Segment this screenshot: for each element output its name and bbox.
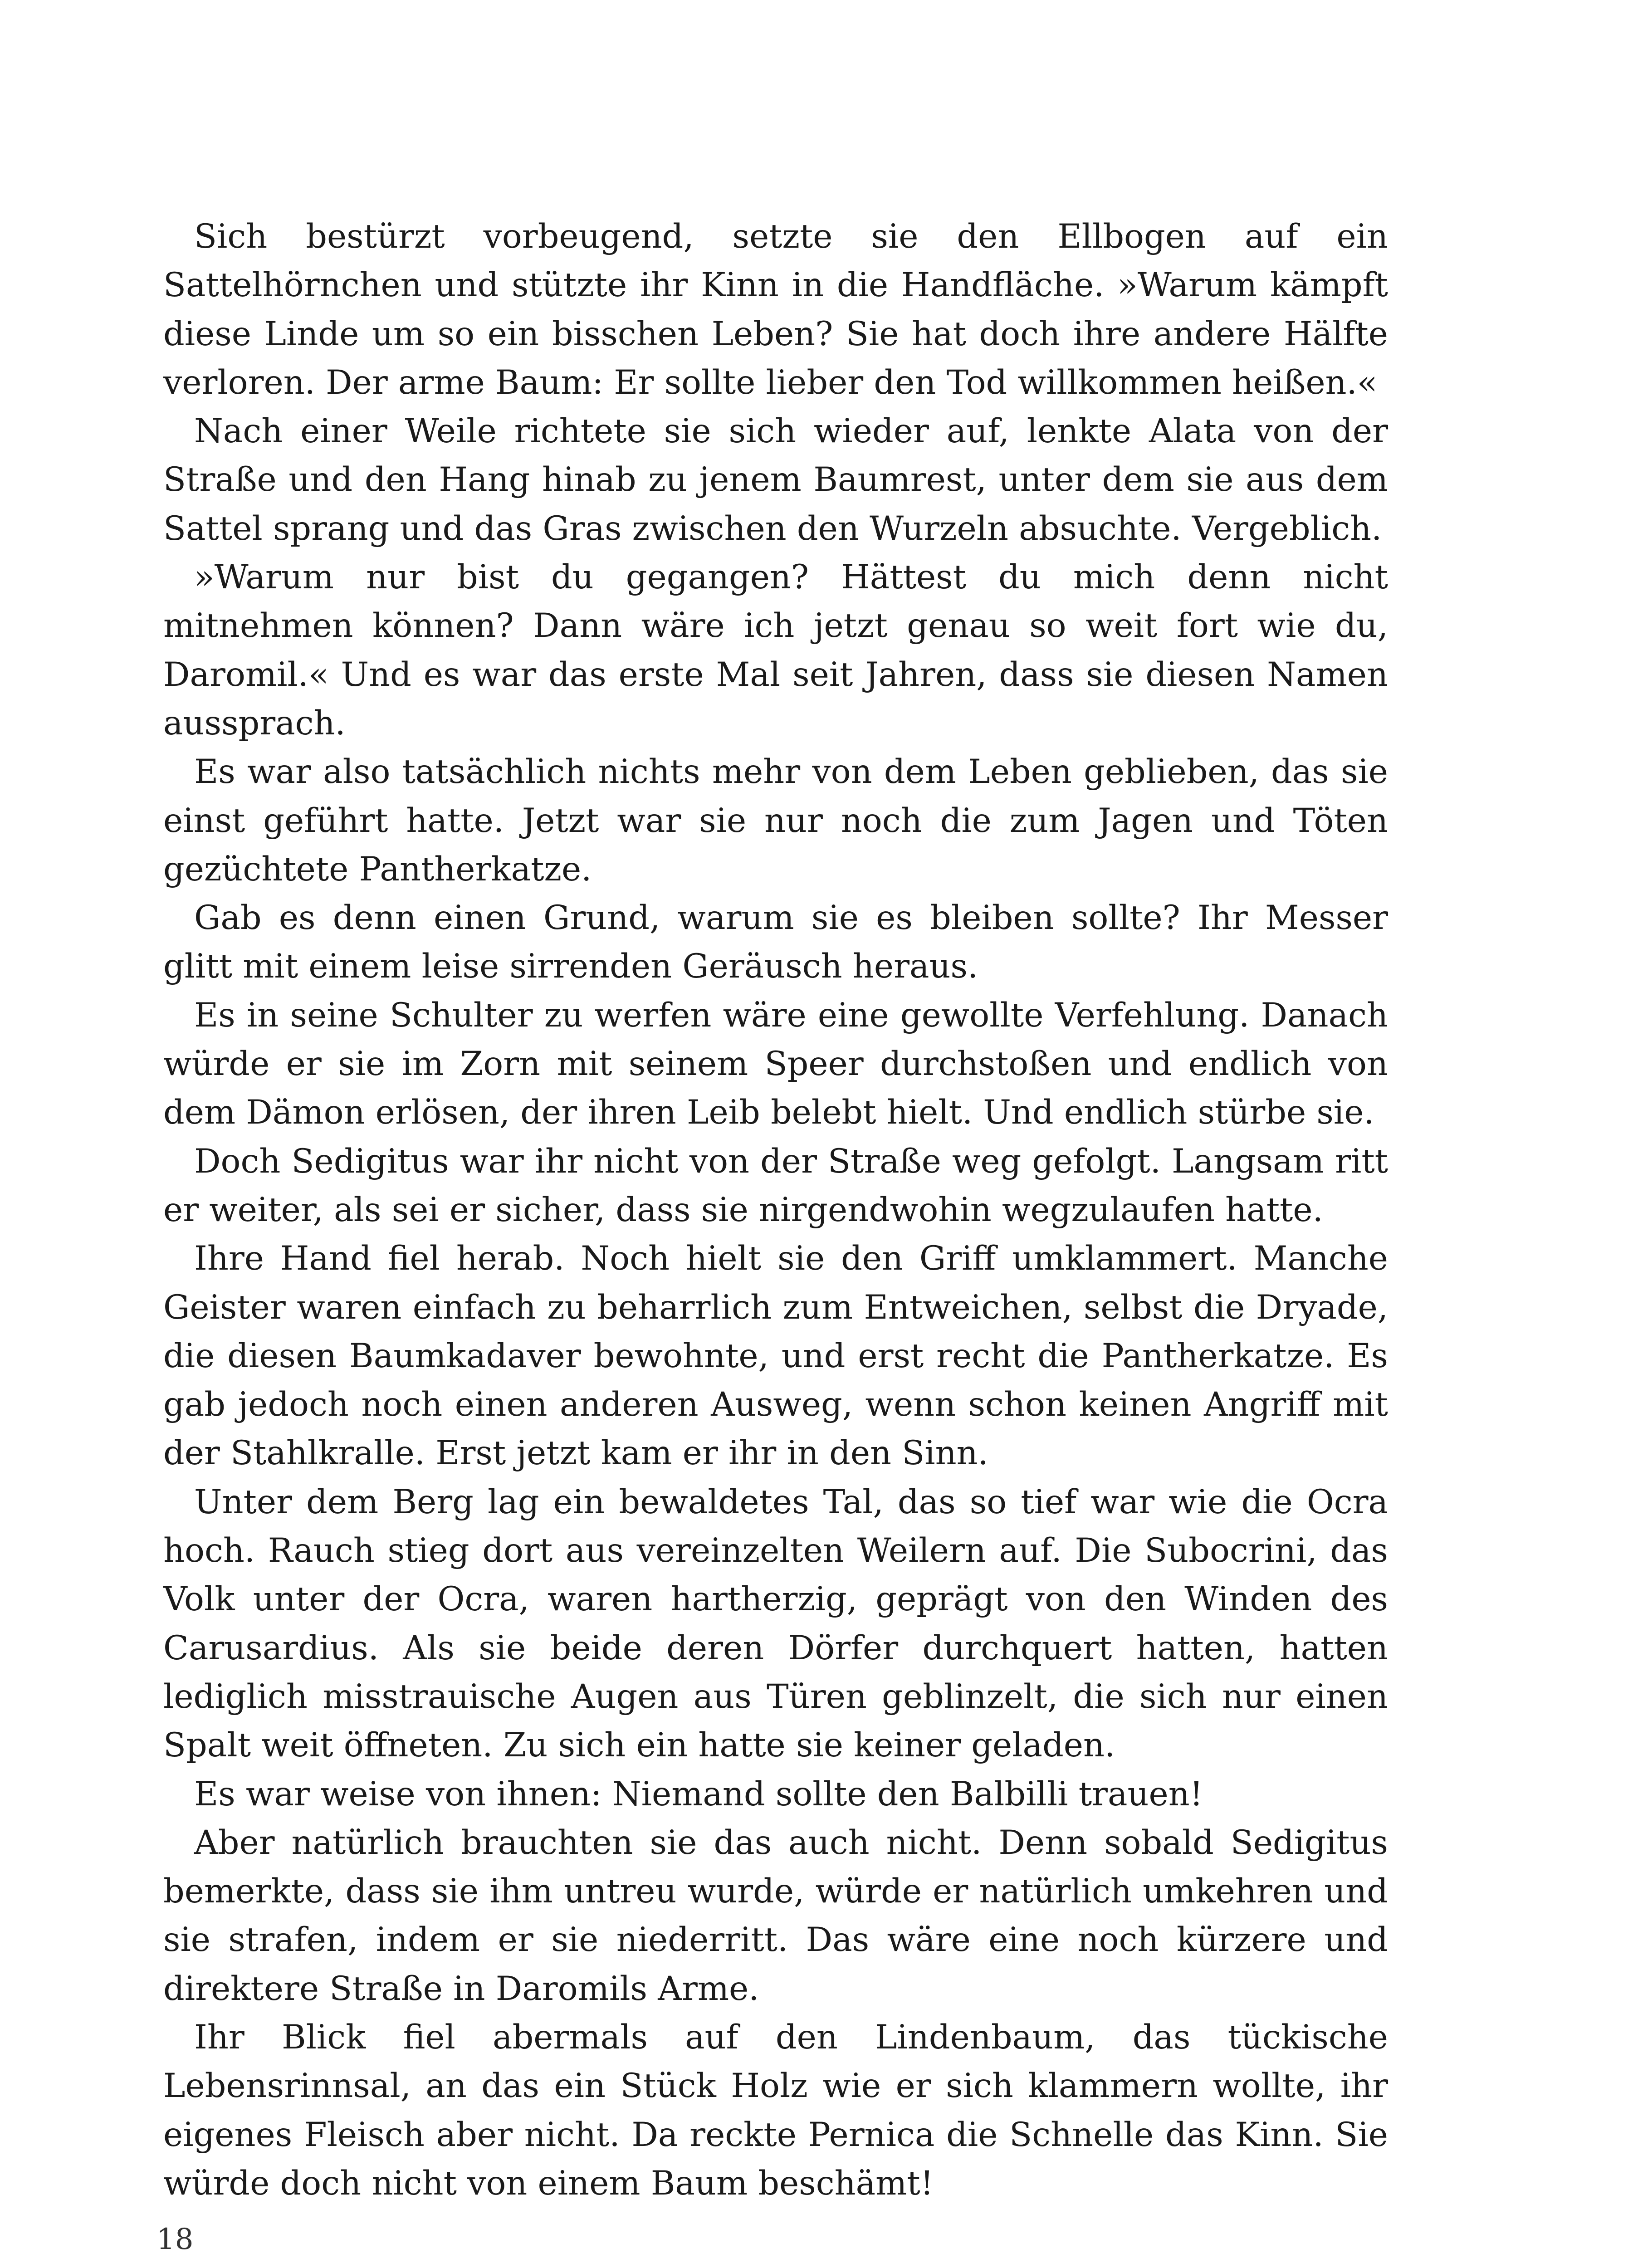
paragraph: Es war also tatsächlich nichts mehr von dem Leben geblieben, das sie einst geführt hatte. Jetzt war sie nur noch die zum Jagen und Töten gezüchtete Pantherkatze. <box>163 753 1388 889</box>
paragraph: Ihre Hand fiel herab. Noch hielt sie den Griff umklammert. Manche Geister waren einfach zu beharrlich zum Entweichen, selbst die Dryade, die diesen Baumkadaver bewohnte, und erst recht die Pantherkatze. Es gab jedoch noch einen anderen Ausweg, wenn schon keinen Angriff mit der Stahlkralle. Erst jetzt kam er ihr in den Sinn. <box>163 1239 1388 1473</box>
paragraph: Nach einer Weile richtete sie sich wieder auf, lenkte Alata von der Straße und den Hang hinab zu jenem Baumrest, unter dem sie aus dem Sattel sprang und das Gras zwischen den Wurzeln absuchte. Vergeblich. <box>163 412 1388 548</box>
paragraph: Gab es denn einen Grund, warum sie es bleiben sollte? Ihr Messer glitt mit einem leise sirrenden Geräusch heraus. <box>163 899 1388 986</box>
paragraph: Sich bestürzt vorbeugend, setzte sie den Ellbogen auf ein Sattelhörnchen und stützte ihr Kinn in die Handfläche. »Warum kämpft diese Linde um so ein bisschen Leben? Sie hat doch ihre andere Hälfte verloren. Der arme Baum: Er sollte lieber den Tod willkommen heißen.« <box>163 217 1388 402</box>
paragraph: »Warum nur bist du gegangen? Hättest du mich denn nicht mitnehmen können? Dann wäre ich jetzt genau so weit fort wie du, Daromil.« Und es war das erste Mal seit Jahren, dass sie diesen Namen aussprach. <box>163 558 1388 743</box>
paragraph: Doch Sedigitus war ihr nicht von der Straße weg gefolgt. Langsam ritt er weiter, als sei er sicher, dass sie nirgendwohin wegzulaufen hatte. <box>163 1142 1388 1229</box>
paragraph: Es war weise von ihnen: Niemand sollte den Balbilli trauen! <box>194 1774 1203 1813</box>
paragraph: Unter dem Berg lag ein bewaldetes Tal, das so tief war wie die Ocra hoch. Rauch stieg dort aus vereinzelten Weilern auf. Die Subocrini, das Volk unter der Ocra, waren hartherzig, geprägt von den Winden des Carusardius. Als sie beide deren Dörfer durchquert hatten, hatten lediglich misstrauische Augen aus Türen geblinzelt, die sich nur einen Spalt weit öffneten. Zu sich ein hatte sie keiner geladen. <box>163 1482 1388 1765</box>
paragraph: Aber natürlich brauchten sie das auch nicht. Denn sobald Sedigitus bemerkte, dass sie ihm untreu wurde, würde er natürlich umkehren und sie strafen, indem er sie niederritt. Das wäre eine noch kürzere und direktere Straße in Daromils Arme. <box>163 1823 1388 2008</box>
paragraph: Es in seine Schulter zu werfen wäre eine gewollte Verfehlung. Danach würde er sie im Zorn mit seinem Speer durchstoßen und endlich von dem Dämon erlösen, der ihren Leib belebt hielt. Und endlich stürbe sie. <box>163 996 1388 1132</box>
body-text <box>163 212 1388 2208</box>
paragraph: Ihr Blick fiel abermals auf den Lindenbaum, das tückische Lebensrinnsal, an das ein Stück Holz wie er sich klammern wollte, ihr eigenes Fleisch aber nicht. Da reckte Pernica die Schnelle das Kinn. Sie würde doch nicht von einem Baum beschämt! <box>163 2018 1388 2203</box>
page-number: 18 <box>156 2223 194 2256</box>
